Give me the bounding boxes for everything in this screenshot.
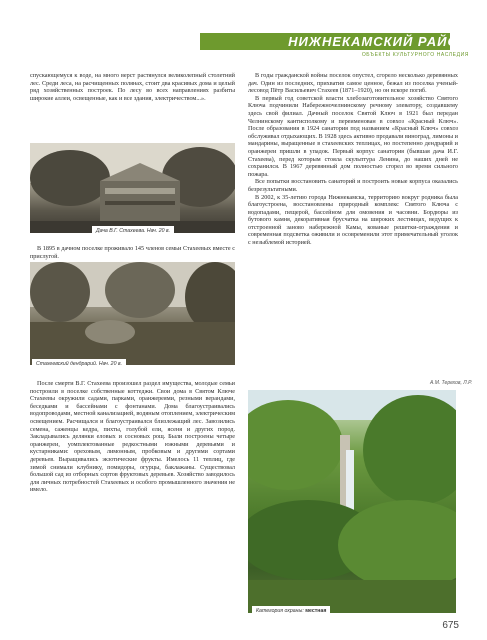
paragraph: В годы гражданской войны поселок опустел, сгорело несколько деревянных дач. Один из последних, прихватив самое ценное, бежал из поселка ученый-лесовод Пётр Васильевич Стахеев (1871–1920), но он вскоре погиб. [248, 72, 458, 95]
left-column-bottom [30, 380, 235, 494]
page-number: 675 [442, 620, 459, 631]
photo-caption: Дача В.Г. Стахеева. Нач. 20 в. [92, 226, 174, 236]
section-subtitle: ОБЪЕКТЫ КУЛЬТУРНОГО НАСЛЕДИЯ [361, 52, 469, 58]
paragraph: В первый год советской власти хлебозаготовительное хозяйство Святого Ключа подчинили Набережночелнинскому речному элеватору, создавшему здесь свой филиал. Дачный поселок Святой Ключ в 1921 был передан Челнинскому кантисполкому и переименован в совхоз «Красный Ключ». После образования в 1924 санатория под названием «Красный Ключ» совхоз обслуживал отдыхающих. В 1928 здесь активно продавали виноград, лимоны и мандарины, выращенные в стахеевских теплицах, но постепенно дендрарий и оранжереи пришли в упадок. Первый корпус санатория (бывшая дача И.Г. Стахеева), перед которым стояла скульптура Ленина, до наших дней не сохранился. В 1967 деревянный дом полностью сгорел во время сильного пожара. [248, 94, 458, 178]
author-credit: А.М. Терехов, Л.Р. [430, 380, 473, 386]
section-title: НИЖНЕКАМСКИЙ РАЙОН [288, 34, 469, 49]
left-column-top [30, 72, 235, 102]
protection-category-value: местная [305, 608, 327, 614]
dendrarium-photo [30, 262, 235, 365]
photo-caption [252, 606, 330, 616]
paragraph: В 1895 в дачном поселке проживало 145 членов семьи Стахеевых вместе с прислугой. [30, 245, 235, 260]
left-column-middle [30, 245, 235, 260]
paragraph: После смерти В.Г. Стахеева произошел раздел имущества, молодые семьи построили в поселке собственные коттеджи. Свои дома в Святом Ключе Стахеевы окружили садами, парками, оранжереями, резными верандами, беседками и бассейнами с фонтанами. Дома благоустраивались водопроводами, местной канализацией, водяным отоплением, электрическим освещением. Расчищался и благоустраивался близлежащий лес. Завозились семена, саженцы кедра, пихты, голубой ели, ясеня и других пород. Закладывались делянки еловых и сосновых рощ. Были построены четыре оранжереи, уомплектованные редкостными южными деревьями и кустарниками: ореховым, лимонным, пробковым и другими сортами деревьев. Выращивались экзотические фрукты. Имелось 11 теплиц, где зимой снимали клубнику, помидоры, огурцы, баклажаны. Существовал большой сад из отборных сортов фруктовых деревьев. Хозяйство заводилось для личных потребностей Стахеевых и особого промышленного значения не имело. [30, 380, 235, 494]
right-column [248, 72, 458, 247]
protection-category-label: Категория охраны: [256, 608, 304, 614]
photo-caption: Стахеевский дендрарий. Нач. 20 в. [32, 359, 126, 369]
paragraph: спускающемуся к воде, на много верст растянулся великолепный столетний лес. Среди леса, на расчищенных полянах, стоит два красивых дома и целый ряд хозяйственных построек. По лесу во всех направлениях разбиты широкие аллеи, освещенные, как и все здания, электричеством...». [30, 72, 235, 102]
spring-photo [248, 390, 456, 613]
paragraph: В 2002, к 35-летию города Нижнекамска, территорию вокруг родника была благоустроена, восстановлены природный комплекс Святого Ключа с водопадами, пещерой, бассейном для омовения и часовни. Бордюры из бутового камня, декоративная брусчатка на широких лестницах, ведущих к отстроенной заново набережной Камы, кованые решетки-ограждения и современная подсветка оживили и осовременили этот примечательный уголок с незыблемой историей. [248, 193, 458, 247]
dacha-photo [30, 143, 235, 233]
paragraph: Все попытки восстановить санаторий и построить новые корпуса оказались безрезультатными. [248, 178, 458, 193]
